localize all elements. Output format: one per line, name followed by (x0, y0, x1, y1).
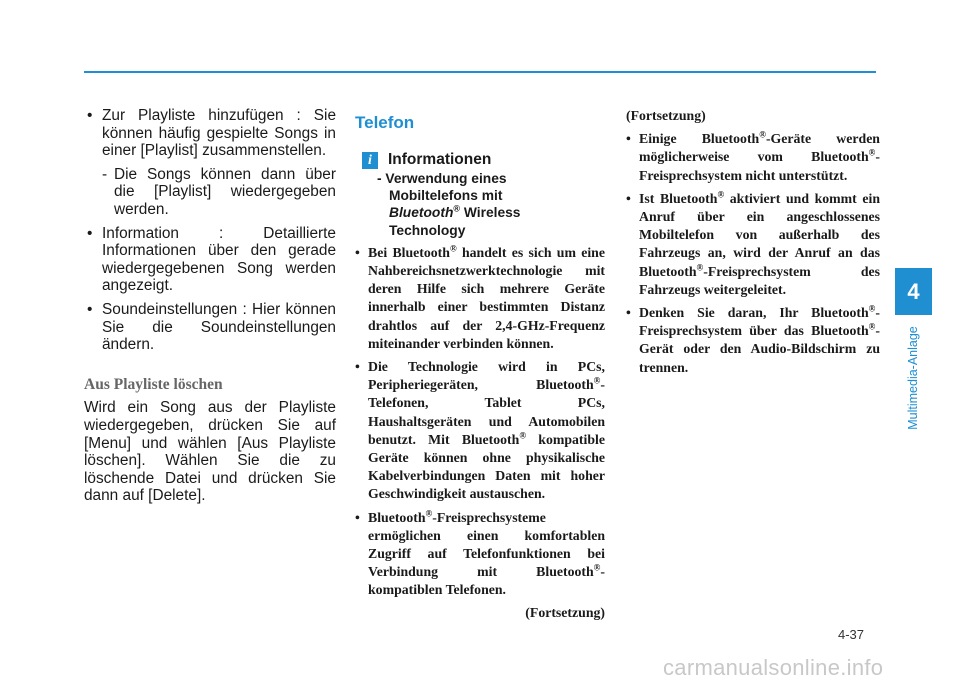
text: -Freisprechsysteme ermöglichen einen komfortablen Zugriff auf Telefonfunktionen bei Verbindung mit Bluetooth (368, 509, 605, 580)
text: Denken Sie daran, Ihr Bluetooth (639, 305, 869, 321)
reg-mark: ® (868, 303, 876, 314)
reg-mark: ® (868, 147, 876, 158)
text: -Geräte werden möglicherweise vom Bluetooth (639, 131, 880, 165)
text: -Freisprechsystem über das Bluetooth (639, 305, 880, 339)
bullet-bt-disconnect (626, 304, 880, 377)
bullet-bt-unsupported (626, 130, 880, 185)
paragraph-remove-playlist: Wird ein Song aus der Playliste wiedergegeben, drücken Sie auf [Menu] und wählen [Aus Playliste löschen]. Wählen Sie die zu löschende Datei und drücken Sie dann auf [Delete]. (84, 399, 336, 505)
bullet-sound-settings: • Soundeinstellungen : Hier können Sie die Soundeinstellungen ändern. (84, 301, 336, 354)
info-sub-line2: Mobiltelefons mit (389, 188, 503, 204)
text: -Gerät oder den Audio-Bildschirm zu trennen. (639, 323, 880, 375)
text: Bei Bluetooth (368, 244, 450, 260)
reg-mark: ® (759, 129, 766, 140)
chapter-tab: 4 (895, 268, 932, 315)
top-rule (84, 71, 876, 73)
info-sub-line1: - Verwendung eines (377, 171, 507, 186)
info-title: Informationen (388, 151, 492, 168)
info-sub-bt: Bluetooth (389, 205, 454, 221)
info-sub-tail: Wireless (460, 205, 521, 221)
reg-mark: ® (519, 430, 527, 441)
text: -Freisprechsystem des Fahrzeugs weitergeleitet. (639, 263, 880, 297)
reg-mark: ® (717, 189, 725, 200)
text: Die Technologie wird in PCs, Peripheriegeräten, Bluetooth (368, 359, 605, 393)
continued-heading: (Fortsetzung) (626, 108, 706, 123)
continued-label: (Fortsetzung) (525, 604, 605, 620)
bullet-bt-call-forward (626, 190, 880, 299)
text: -kompatiblen Telefonen. (368, 564, 605, 598)
column-right (626, 107, 880, 382)
bullet-bt-definition (355, 244, 605, 353)
dash-playlist-note: - Die Songs können dann über die [Playlist] wiedergegeben werden. (84, 166, 336, 219)
reg-mark: ® (696, 262, 704, 273)
text: kompatible Geräte können ohne physikalische Kabelverbindungen Daten mit hoher Geschwindigkeit austauschen. (368, 431, 605, 502)
info-heading (355, 151, 605, 169)
reg-mark: ® (593, 375, 601, 386)
watermark: carmanualsonline.info (663, 655, 884, 680)
bullet-bt-handsfree (355, 509, 605, 600)
reg-mark: ® (449, 243, 457, 254)
reg-mark: ® (593, 562, 601, 573)
page-number: 4-37 (838, 627, 865, 642)
bullet-information: • Information : Detaillierte Informationen über den gerade wiedergegebenen Song werden angezeigt. (84, 225, 336, 295)
bullet-playlist-add: • Zur Playliste hinzufügen : Sie können häufig gespielte Songs in einer [Playlist] zusammenstellen. (84, 107, 336, 160)
text: Bluetooth (368, 509, 426, 525)
section-title: Telefon (355, 113, 415, 132)
info-sub-reg: ® (453, 203, 461, 214)
text: -Telefonen, Tablet PCs, Haushaltsgeräten und Automobilen benutzt. Mit Bluetooth (368, 377, 605, 447)
subheading-remove-playlist: Aus Playliste löschen (84, 375, 223, 393)
reg-mark: ® (868, 321, 876, 332)
chapter-label: Multimedia-Anlage (906, 326, 920, 430)
text: Einige Bluetooth (639, 131, 760, 147)
info-icon: i (362, 152, 378, 169)
text: Ist Bluetooth (639, 190, 718, 206)
reg-mark: ® (425, 508, 433, 519)
text: aktiviert und kommt ein Anruf über ein angeschlossenes Mobiltelefon von außerhalb des Fahrzeugs an, wird der Anruf an das Bluetooth (639, 190, 880, 279)
text: -Freisprechsystem nicht unterstützt. (639, 149, 880, 183)
column-left (84, 107, 336, 505)
info-sub-line3 (377, 204, 605, 221)
info-sub-line4: Technology (389, 222, 466, 238)
column-middle (355, 107, 605, 621)
bullet-bt-usage (355, 358, 605, 504)
info-subtitle (377, 170, 605, 239)
text: handelt es sich um eine Nahbereichsnetzwerktechnologie mit deren Hilfe sich mehrere Geräte innerhalb einer bestimmten Distanz drahtlos auf der 2,4-GHz-Frequenz miteinander verbinden können. (368, 244, 605, 351)
